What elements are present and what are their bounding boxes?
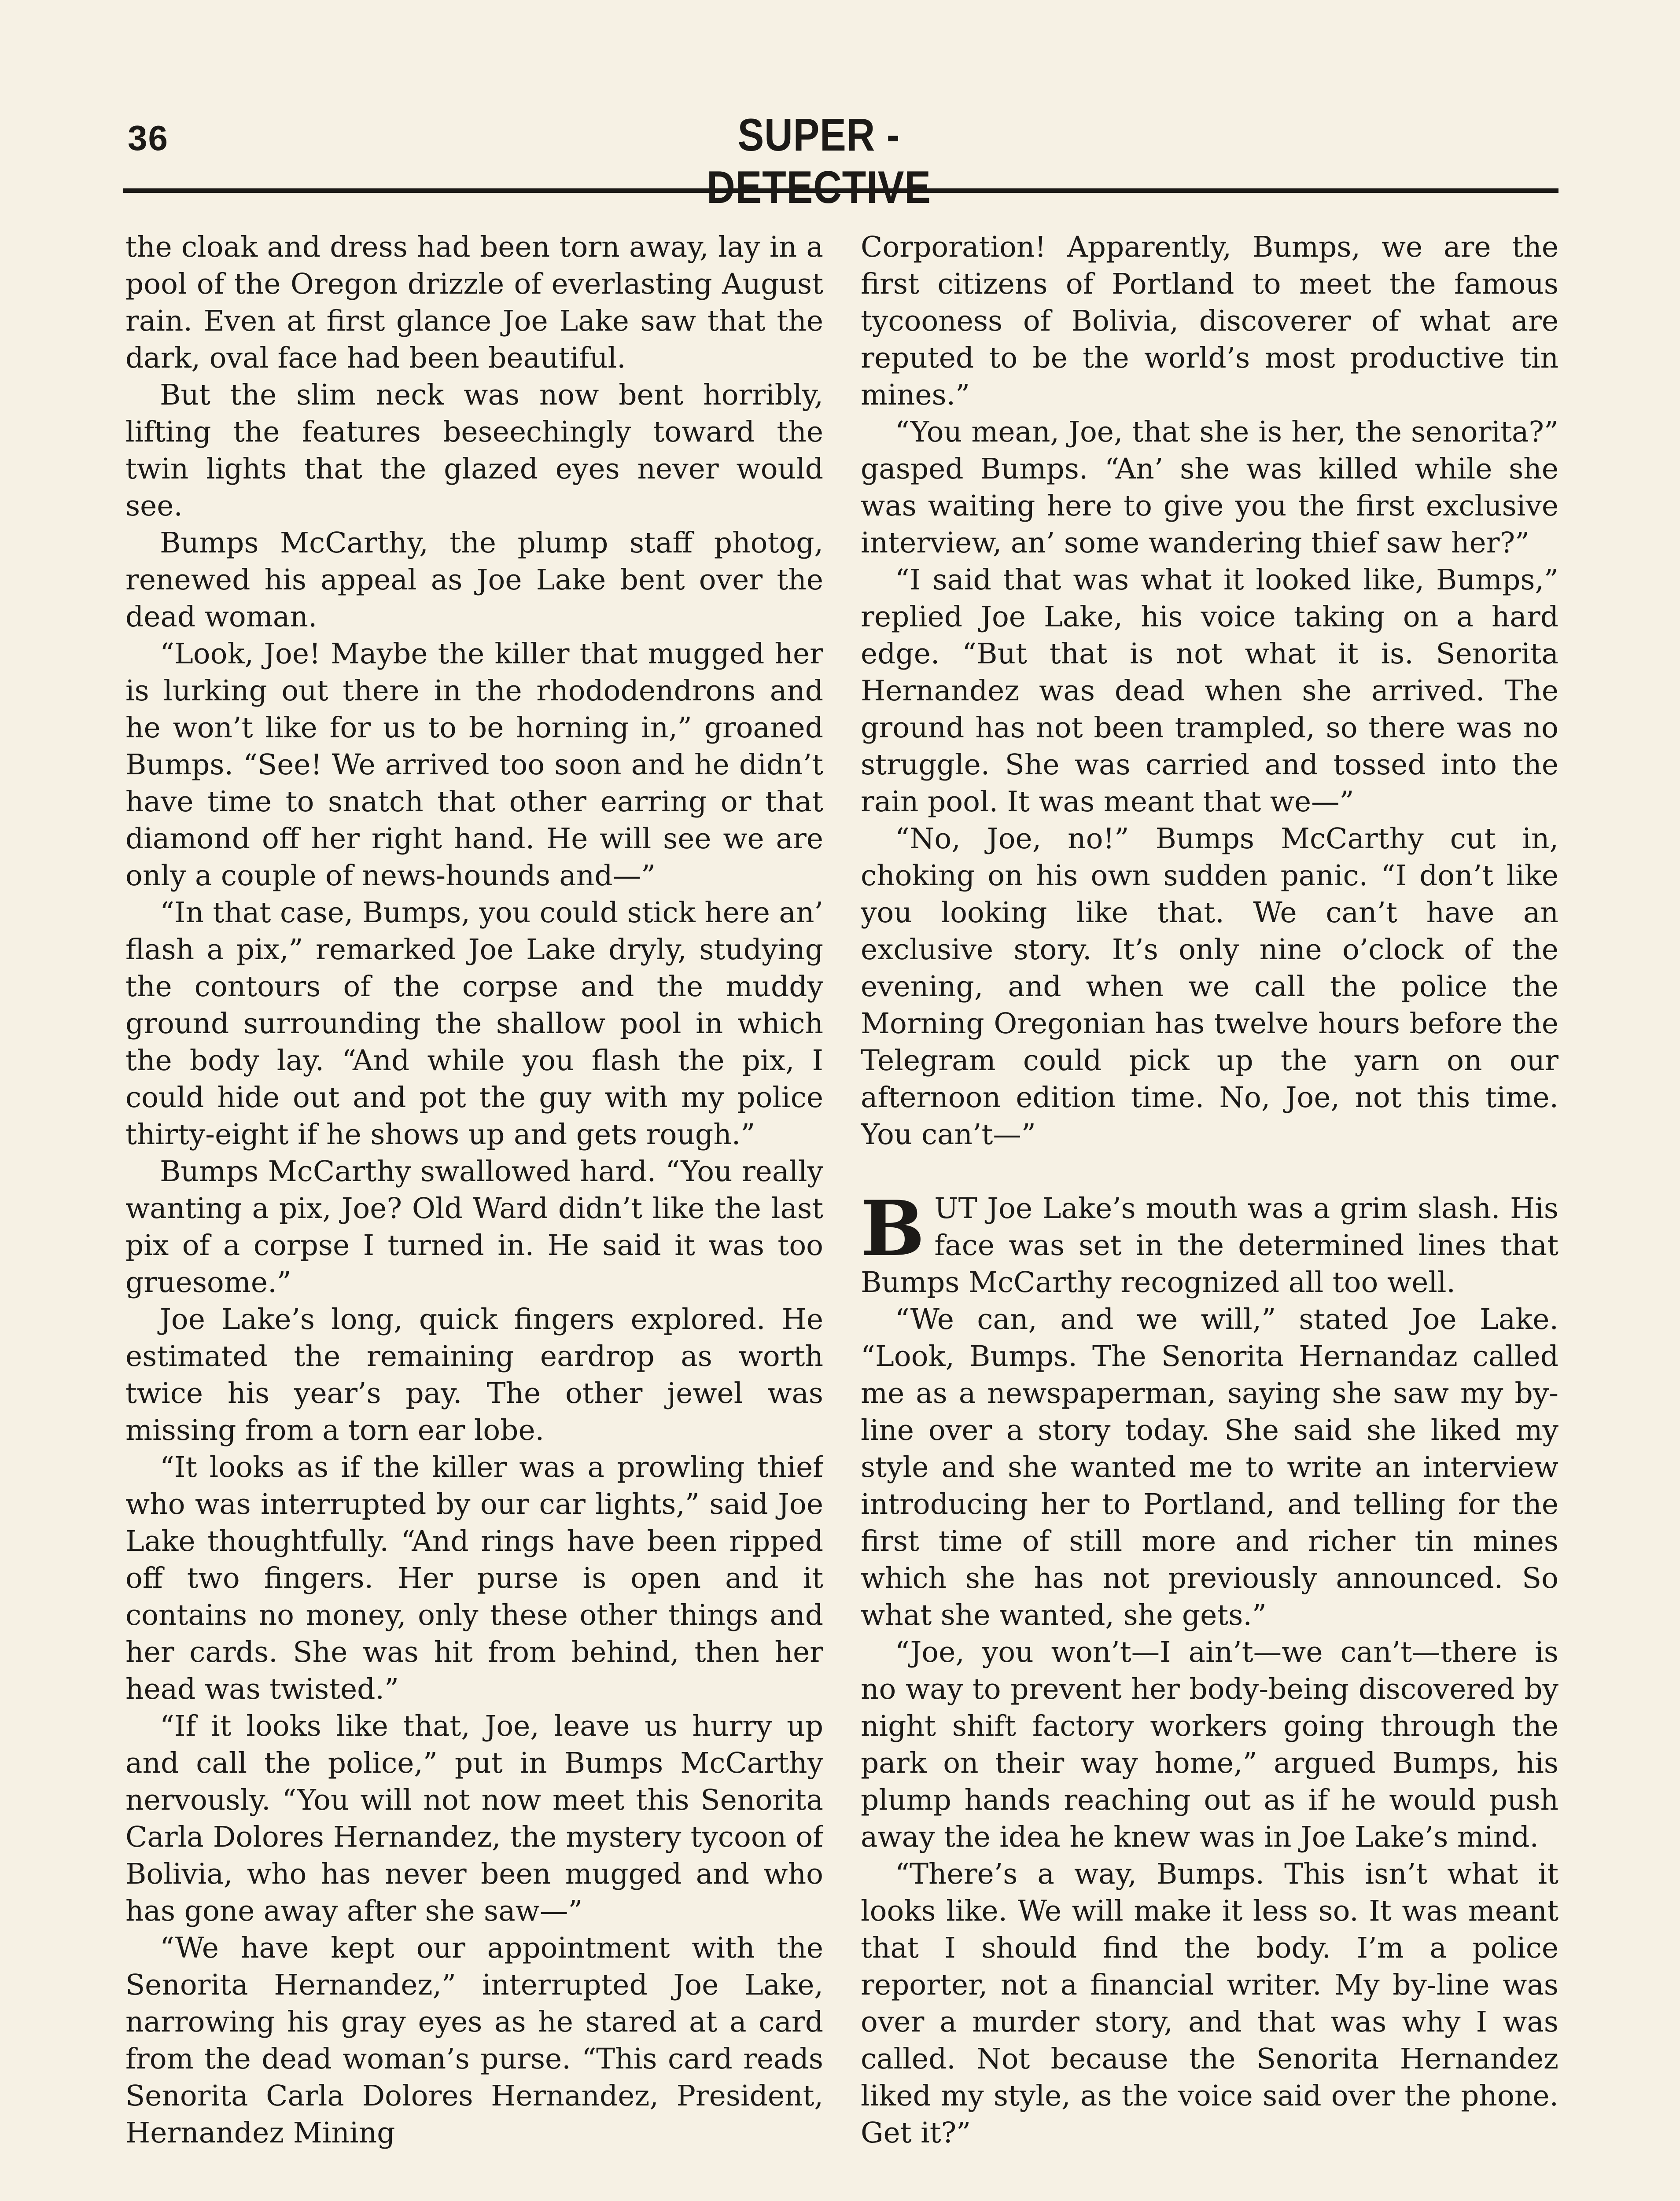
left-column <box>125 229 823 2201</box>
paragraph: “Look, Joe! Maybe the killer that mugged her is lurking out there in the rhododendrons and he won’t like for us to be horning in,” groaned Bumps. “See! We arrived too soon and he didn’t have time to snatch that other earring or that diamond off her right hand. He will see we are only a couple of news-hounds and—” <box>125 637 823 892</box>
header-rule <box>123 188 1558 193</box>
paragraph: “If it looks like that, Joe, leave us hurry up and call the police,” put in Bumps McCarthy nervously. “You will not now meet this Senorita Carla Dolores Hernandez, the mystery tycoon of Bolivia, who has never been mugged and who has gone away after she saw—” <box>125 1710 823 1928</box>
paragraph: “It looks as if the killer was a prowling thief who was interrupted by our car lights,” said Joe Lake thoughtfully. “And rings have been ripped off two fingers. Her purse is open and it contains no money, only these other things and her cards. She was hit from behind, then her head was twisted.” <box>125 1451 823 1706</box>
drop-cap: B <box>861 1184 925 1273</box>
paragraph: “I said that was what it looked like, Bumps,” replied Joe Lake, his voice taking on a hard edge. “But that is not what it is. Senorita Hernandez was dead when she arrived. The ground has not been trampled, so there was no struggle. She was carried and tossed into the rain pool. It was meant that we—” <box>861 563 1558 818</box>
paragraph: Bumps McCarthy, the plump staff photog, renewed his appeal as Joe Lake bent over the dead woman. <box>125 526 823 633</box>
dropcap-text: UT Joe Lake’s mouth was a grim slash. His face was set in the determined lines that Bumps McCarthy recognized all too well. <box>861 1192 1558 1299</box>
paragraph: “There’s a way, Bumps. This isn’t what it looks like. We will make it less so. It was meant that I should find the body. I’m a police reporter, not a financial writer. My by-line was over a murder story, and that was why I was called. Not because the Senorita Hernandez liked my style, as the voice said over the phone. Get it?” <box>861 1858 1558 2149</box>
paragraph: the cloak and dress had been torn away, lay in a pool of the Oregon drizzle of everlasting August rain. Even at first glance Joe Lake saw that the dark, oval face had been beautiful. <box>125 231 823 375</box>
paragraph: “We have kept our appointment with the Senorita Hernandez,” interrupted Joe Lake, narrowing his gray eyes as he stared at a card from the dead woman’s purse. “This card reads Senorita Carla Dolores Hernandez, President, Hernandez Mining <box>125 1932 823 2149</box>
paragraph: Corporation! Apparently, Bumps, we are the first citizens of Portland to meet the famous tycooness of Bolivia, discoverer of what are reputed to be the world’s most productive tin mines.” <box>861 231 1558 412</box>
right-column <box>861 229 1558 2201</box>
magazine-title: SUPER - DETECTIVE <box>707 110 931 213</box>
paragraph: “You mean, Joe, that she is her, the senorita?” gasped Bumps. “An’ she was killed while she was waiting here to give you the first exclusive interview, an’ some wandering thief saw her?” <box>861 416 1558 559</box>
page-number: 36 <box>128 118 169 158</box>
paragraph: Joe Lake’s long, quick fingers explored. He estimated the remaining eardrop as worth twice his year’s pay. The other jewel was missing from a torn ear lobe. <box>125 1303 823 1447</box>
paragraph: “We can, and we will,” stated Joe Lake. “Look, Bumps. The Senorita Hernandaz called me as a newspaperman, saying she saw my by-line over a story today. She said she liked my style and she wanted me to write an interview introducing her to Portland, and telling for the first time of still more and richer tin mines which she has not previously announced. So what she wanted, she gets.” <box>861 1303 1558 1632</box>
paragraph: “In that case, Bumps, you could stick here an’ flash a pix,” remarked Joe Lake dryly, studying the contours of the corpse and the muddy ground surrounding the shallow pool in which the body lay. “And while you flash the pix, I could hide out and pot the guy with my police thirty-eight if he shows up and gets rough.” <box>125 896 823 1151</box>
dropcap-paragraph <box>861 1184 1558 1301</box>
paragraph: “No, Joe, no!” Bumps McCarthy cut in, choking on his own sudden panic. “I don’t like you looking like that. We can’t have an exclusive story. It’s only nine o’clock of the evening, and when we call the police the Morning Oregonian has twelve hours before the Telegram could pick up the yarn on our afternoon edition time. No, Joe, not this time. You can’t—” <box>861 822 1558 1151</box>
paragraph: Bumps McCarthy swallowed hard. “You really wanting a pix, Joe? Old Ward didn’t like the last pix of a corpse I turned in. He said it was too gruesome.” <box>125 1155 823 1299</box>
paragraph: “Joe, you won’t—I ain’t—we can’t—there is no way to prevent her body-being discovered by night shift factory workers going through the park on their way home,” argued Bumps, his plump hands reaching out as if he would push away the idea he knew was in Joe Lake’s mind. <box>861 1636 1558 1854</box>
paragraph: But the slim neck was now bent horribly, lifting the features beseechingly toward the twin lights that the glazed eyes never would see. <box>125 379 823 523</box>
